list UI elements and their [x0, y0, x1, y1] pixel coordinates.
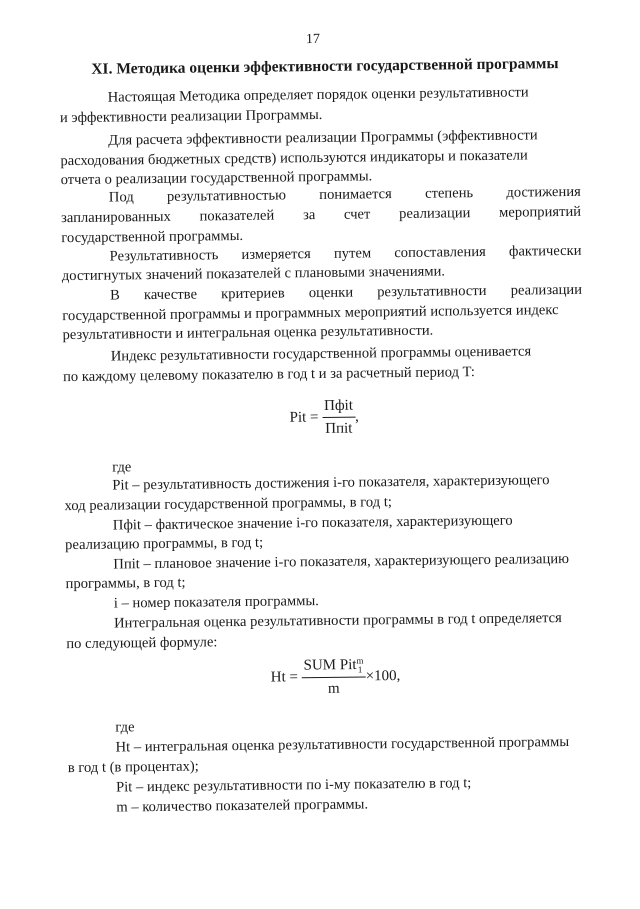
paragraph-7-line-1: Интегральная оценка результативности программы в год t определяется — [113, 610, 562, 632]
word: результативности — [377, 282, 487, 301]
paragraph-2-line-1: Для расчета эффективности реализации Программы (эффективности — [108, 127, 538, 149]
paragraph-1-line-2: и эффективности реализации Программы. — [59, 106, 323, 127]
paragraph-6-line-1: Индекс результативности государственной программы оценивается — [110, 343, 532, 365]
formula-lhs: Pit — [289, 409, 307, 426]
section-heading: XI. Методика оценки эффективности государственной программы — [91, 55, 559, 78]
definition-ppit-line-2: программы, в год t; — [65, 574, 186, 593]
definition-ht-line-1: Ht – интегральная оценка результативности государственной программы — [115, 733, 570, 756]
formula-equals: = — [309, 409, 319, 426]
formula-fraction — [322, 398, 355, 438]
definition-pfit-line-1: Пфit – фактическое значение i-го показателя, характеризующего — [112, 512, 513, 534]
word: мероприятий — [499, 203, 582, 221]
word: оценки — [308, 284, 354, 302]
definition-pfit-line-2: реализацию программы, в год t; — [65, 534, 264, 554]
definition-pit-line-1: Pit – результативность достижения i-го показателя, характеризующего — [112, 472, 550, 494]
word: фактически — [508, 242, 582, 260]
formula-numerator — [301, 656, 365, 678]
word: запланированных — [61, 208, 171, 227]
word: показателей — [199, 207, 275, 225]
definition-pit-index: Pit – индекс результативности по i-му показателю в год t; — [115, 775, 472, 796]
definition-ht-line-2: в год t (в процентах); — [67, 758, 199, 777]
formula-index-stack — [356, 656, 363, 674]
word: результативностью — [166, 187, 287, 205]
paragraph-6-line-2: по каждому целевому показателю в год t и за расчетный период T: — [62, 364, 475, 386]
paragraph-3-line-3: государственной программы. — [61, 227, 244, 247]
word: измеряется — [241, 246, 311, 263]
word: за — [302, 207, 316, 224]
word: понимается — [319, 186, 392, 203]
formula-denominator: m — [327, 680, 340, 697]
word: сопоставления — [394, 243, 486, 262]
paragraph-1-line-1: Настоящая Методика определяет порядок оценки результативности — [107, 84, 529, 106]
word: счет — [343, 206, 371, 223]
formula-pit — [289, 398, 359, 439]
definition-ppit-line-1: Ппit – плановое значение i-го показателя, характеризующего реализацию — [113, 550, 570, 573]
formula-sub: 1 — [357, 664, 363, 675]
formula-sup: m — [356, 655, 364, 666]
paragraph-5-line-2: государственной программы и программных мероприятий используется индекс — [62, 302, 559, 325]
formula-sum-text: SUM Pit — [303, 657, 357, 674]
formula-denominator: Ппit — [325, 420, 353, 437]
formula-fraction — [301, 656, 365, 698]
formula-equals: = — [289, 669, 299, 686]
word: степень — [424, 185, 474, 202]
word: критериев — [221, 285, 285, 303]
paragraph-2-line-3: отчета о реализации государственной программы. — [60, 168, 373, 189]
paragraph-4-line-2: достигнутых значений показателей с плановыми значениями. — [61, 263, 446, 285]
formula-tail: ×100, — [365, 667, 401, 685]
where-label-1: где — [112, 459, 132, 476]
paragraph-2-line-2: расходования бюджетных средств) используются индикаторы и показатели — [60, 147, 528, 170]
page-number: 17 — [305, 31, 321, 48]
formula-ht — [271, 656, 401, 699]
word: качестве — [143, 286, 198, 304]
paragraph-7-line-2: по следующей формуле: — [66, 634, 218, 653]
formula-lhs: Ht — [270, 669, 286, 686]
paragraph-5-line-3: результативности и интегральная оценка результативности. — [62, 322, 434, 344]
definition-pit-line-2: ход реализации государственной программы, в год t; — [64, 494, 392, 515]
definition-m: m – количество показателей программы. — [116, 796, 369, 816]
where-label-2: где — [115, 719, 135, 736]
formula-tail: , — [355, 408, 359, 426]
word: Результативность — [109, 247, 219, 265]
word: Под — [108, 189, 134, 206]
formula-numerator: Пфit — [322, 398, 355, 418]
definition-i: i – номер показателя программы. — [113, 593, 319, 612]
word: В — [109, 287, 120, 304]
word: достижения — [506, 183, 581, 201]
word: путем — [333, 245, 372, 262]
word: реализации — [398, 205, 471, 223]
word: реализации — [510, 281, 583, 299]
